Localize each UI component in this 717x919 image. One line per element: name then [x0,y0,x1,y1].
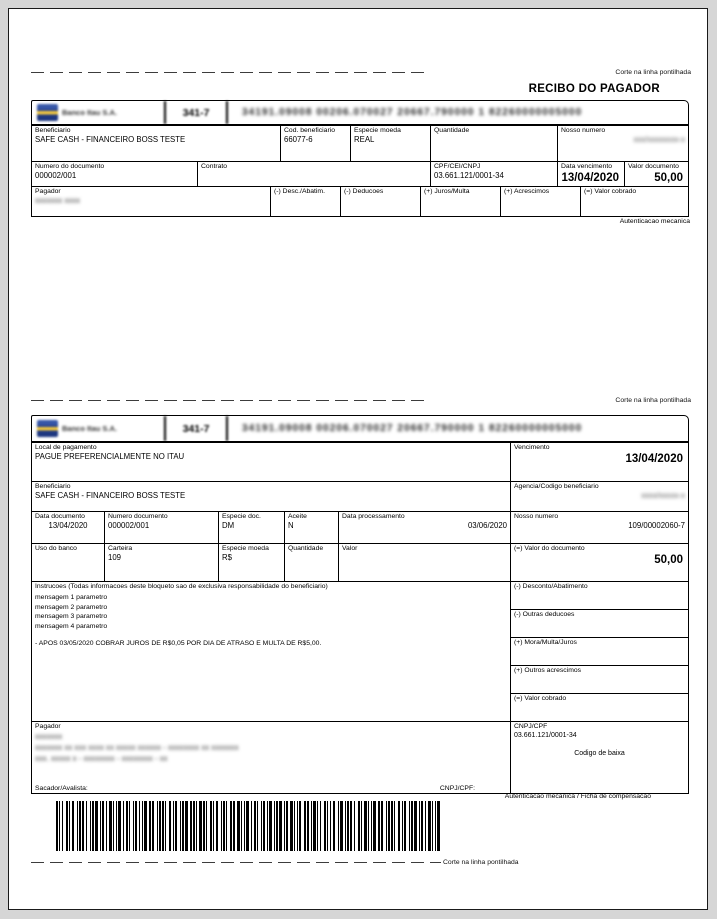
field-agencia-codigo [510,482,688,511]
table-row [32,721,688,793]
field-label: (=) Valor cobrado [584,188,637,195]
field-value: REAL [354,135,375,145]
field-label: Nosso numero [561,127,606,134]
field-value: 13/04/2020 [625,453,683,466]
field-value: 13/04/2020 [561,172,619,185]
bank-name: Banco Itau S.A. [62,424,118,433]
field-value: 50,00 [654,172,683,185]
autenticacao-mecanica-label: Autenticacao mecanica [619,218,690,225]
field-contrato [197,162,430,186]
instrucao-juros-multa: - APOS 03/05/2020 COBRAR JUROS DE R$0,05 POR DIA DE ATRASO E MULTA DE R$5,00. [35,640,322,648]
recibo-pagador-box [31,100,689,217]
field-label: (+) Acrescimos [504,188,550,195]
field-label: Quantidade [288,545,324,552]
table-row [32,481,688,511]
field-label: Pagador [35,723,61,730]
field-label: Aceite [288,513,307,520]
field-value-redacted: xxxxxxx xxxx [35,196,81,206]
field-label: (+) Outros acrescimos [514,667,582,674]
table-row [32,126,688,161]
field-numero-documento [104,512,218,543]
field-value: DM [222,521,235,531]
digitable-line: 34191.09008 00206.070027 20667.790000 1 82260000005000 [242,107,583,118]
field-valor-documento [624,162,688,186]
dashed-line [31,72,429,73]
field-pagador [32,187,270,216]
itau-logo-icon [37,420,58,437]
sacador-avalista-label: Sacador/Avalista: [35,785,88,792]
field-label: Instrucoes (Todas informacoes deste bloqueto sao de exclusiva responsabilidade do beneficiario) [35,583,328,590]
field-desconto [511,582,688,609]
cut-line-label: Corte na linha pontilhada [443,858,519,866]
field-cnpj-cpf [510,722,688,793]
page-title: RECIBO DO PAGADOR [528,83,660,95]
field-label: Nosso numero [514,513,559,520]
field-valor-cobrado [580,187,688,216]
field-label: Beneficiario [35,127,71,134]
field-label: CPF/CEI/CNPJ [434,163,481,170]
bank-code: 341-7 [164,101,228,124]
table-row [32,443,688,481]
field-label: (=) Valor cobrado [514,695,567,702]
dashed-line [31,862,441,863]
sacador-row [35,785,507,792]
field-label: Numero do documento [35,163,105,170]
field-label: Valor [342,545,358,552]
field-uso-banco [32,544,104,581]
valores-stack [510,582,688,721]
field-acrescimos [500,187,580,216]
field-label: Data vencimento [561,163,613,170]
bank-name: Banco Itau S.A. [62,108,118,117]
field-valor-documento [510,544,688,581]
field-carteira [104,544,218,581]
field-label: Vencimento [514,444,550,451]
field-deducoes [340,187,420,216]
instrucao-mensagem: mensagem 3 parametro [35,613,108,621]
field-label: Data documento [35,513,85,520]
bank-logo-cell [32,101,164,124]
cut-line-label: Corte na linha pontilhada [615,396,691,404]
field-especie-moeda [218,544,284,581]
pagador-redacted-block [35,732,507,764]
field-data-vencimento [557,162,624,186]
pagador-city-redacted: xxx. xxxxx x - xxxxxxxx - xxxxxxxx - xx [35,753,168,763]
field-value: 50,00 [654,554,683,567]
digitable-line-cell [228,416,688,441]
instrucao-mensagem: mensagem 4 parametro [35,622,108,630]
document-page [8,8,708,910]
table-row [32,161,688,186]
cut-line-bottom [31,857,519,867]
field-valor-cobrado [511,693,688,721]
field-especie-doc [218,512,284,543]
field-label: Uso do banco [35,545,77,552]
field-outras-deducoes [511,609,688,637]
field-label: Local de pagamento [35,444,97,451]
bank-code: 341-7 [164,416,228,441]
field-beneficiario [32,126,280,161]
field-label: (-) Deducoes [344,188,384,195]
field-value: SAFE CASH - FINANCEIRO BOSS TESTE [35,135,186,145]
field-cod-beneficiario [280,126,350,161]
pagador-name-redacted: xxxxxxx [35,732,63,742]
bank-header [32,101,688,126]
field-value: R$ [222,553,232,563]
field-label: Cod. beneficiario [284,127,336,134]
field-value-redacted: xxx/xxxxxxxx-x [633,135,685,145]
field-label: (+) Mora/Multa/Juros [514,639,577,646]
field-label: (+) Juros/Multa [424,188,470,195]
field-label: Especie moeda [354,127,401,134]
cut-line-label: Corte na linha pontilhada [615,68,691,76]
field-aceite [284,512,338,543]
field-label: Valor documento [628,163,679,170]
autenticacao-ficha-label: Autenticacao mecanica / Ficha de compensacao [504,793,651,800]
field-label: Beneficiario [35,483,71,490]
instrucao-mensagem: mensagem 2 parametro [35,603,108,611]
dashed-line [31,400,429,401]
field-cpf-cnpj [430,162,557,186]
field-vencimento [510,443,688,481]
field-quantidade [284,544,338,581]
field-quantidade [430,126,557,161]
field-value: 03.661.121/0001-34 [514,732,577,740]
digitable-line: 34191.09008 00206.070027 20667.790000 1 82260000005000 [242,423,583,434]
field-value: 109/00002060-7 [628,521,685,531]
table-row [32,581,688,721]
field-label: (-) Desc./Abatim. [274,188,325,195]
field-label: Especie moeda [222,545,269,552]
table-row [32,511,688,543]
field-label: Pagador [35,188,61,195]
field-label: Data processamento [342,513,405,520]
field-label: Carteira [108,545,133,552]
digitable-line-cell [228,101,688,124]
field-label: Agencia/Codigo beneficiario [514,483,599,490]
field-label: Contrato [201,163,228,170]
field-especie-moeda [350,126,430,161]
field-label: Numero documento [108,513,168,520]
field-label: (=) Valor do documento [514,545,585,552]
field-value: 109 [108,553,122,563]
field-mora-multa-juros [511,637,688,665]
field-label: (-) Desconto/Abatimento [514,583,588,590]
field-valor [338,544,510,581]
field-value: N [288,521,294,531]
field-desc-abatim [270,187,340,216]
field-value: SAFE CASH - FINANCEIRO BOSS TESTE [35,491,186,501]
field-pagador [32,722,510,793]
instrucao-mensagem: mensagem 1 parametro [35,594,108,602]
field-value: 03/06/2020 [467,521,507,531]
ficha-compensacao-box [31,415,689,794]
pagador-address-redacted: xxxxxxx xx xxx xxxx xx xxxxx xxxxxx - xxxxxxxx xx xxxxxxx [35,743,239,752]
field-label: CNPJ/CPF [514,723,548,730]
bank-header [32,416,688,443]
field-value: 000002/001 [35,171,77,181]
table-row [32,186,688,216]
field-value-redacted: xxxx/xxxxx-x [641,491,685,501]
field-value: 03.661.121/0001-34 [434,171,504,181]
table-row [32,543,688,581]
field-value: 13/04/2020 [48,521,88,531]
field-juros-multa [420,187,500,216]
barcode [56,801,442,851]
codigo-baixa-label: Codigo de baixa [574,749,625,757]
field-outros-acrescimos [511,665,688,693]
field-label: Quantidade [434,127,470,134]
spacer [35,764,507,782]
field-instrucoes [32,582,510,721]
cnpj-cpf-inline-label: CNPJ/CPF: [439,785,475,792]
field-label: Especie doc. [222,513,261,520]
field-numero-documento [32,162,197,186]
field-data-documento [32,512,104,543]
field-value: 66077-6 [284,135,313,145]
cut-line-middle [31,395,691,405]
field-label: (-) Outras deducoes [514,611,575,618]
field-value: PAGUE PREFERENCIALMENTE NO ITAU [35,452,185,462]
field-beneficiario [32,482,510,511]
itau-logo-icon [37,104,58,121]
bank-logo-cell [32,416,164,441]
field-value: 000002/001 [108,521,150,531]
field-nosso-numero [510,512,688,543]
field-nosso-numero [557,126,688,161]
cut-line-top [31,67,691,77]
field-local-pagamento [32,443,510,481]
field-data-processamento [338,512,510,543]
